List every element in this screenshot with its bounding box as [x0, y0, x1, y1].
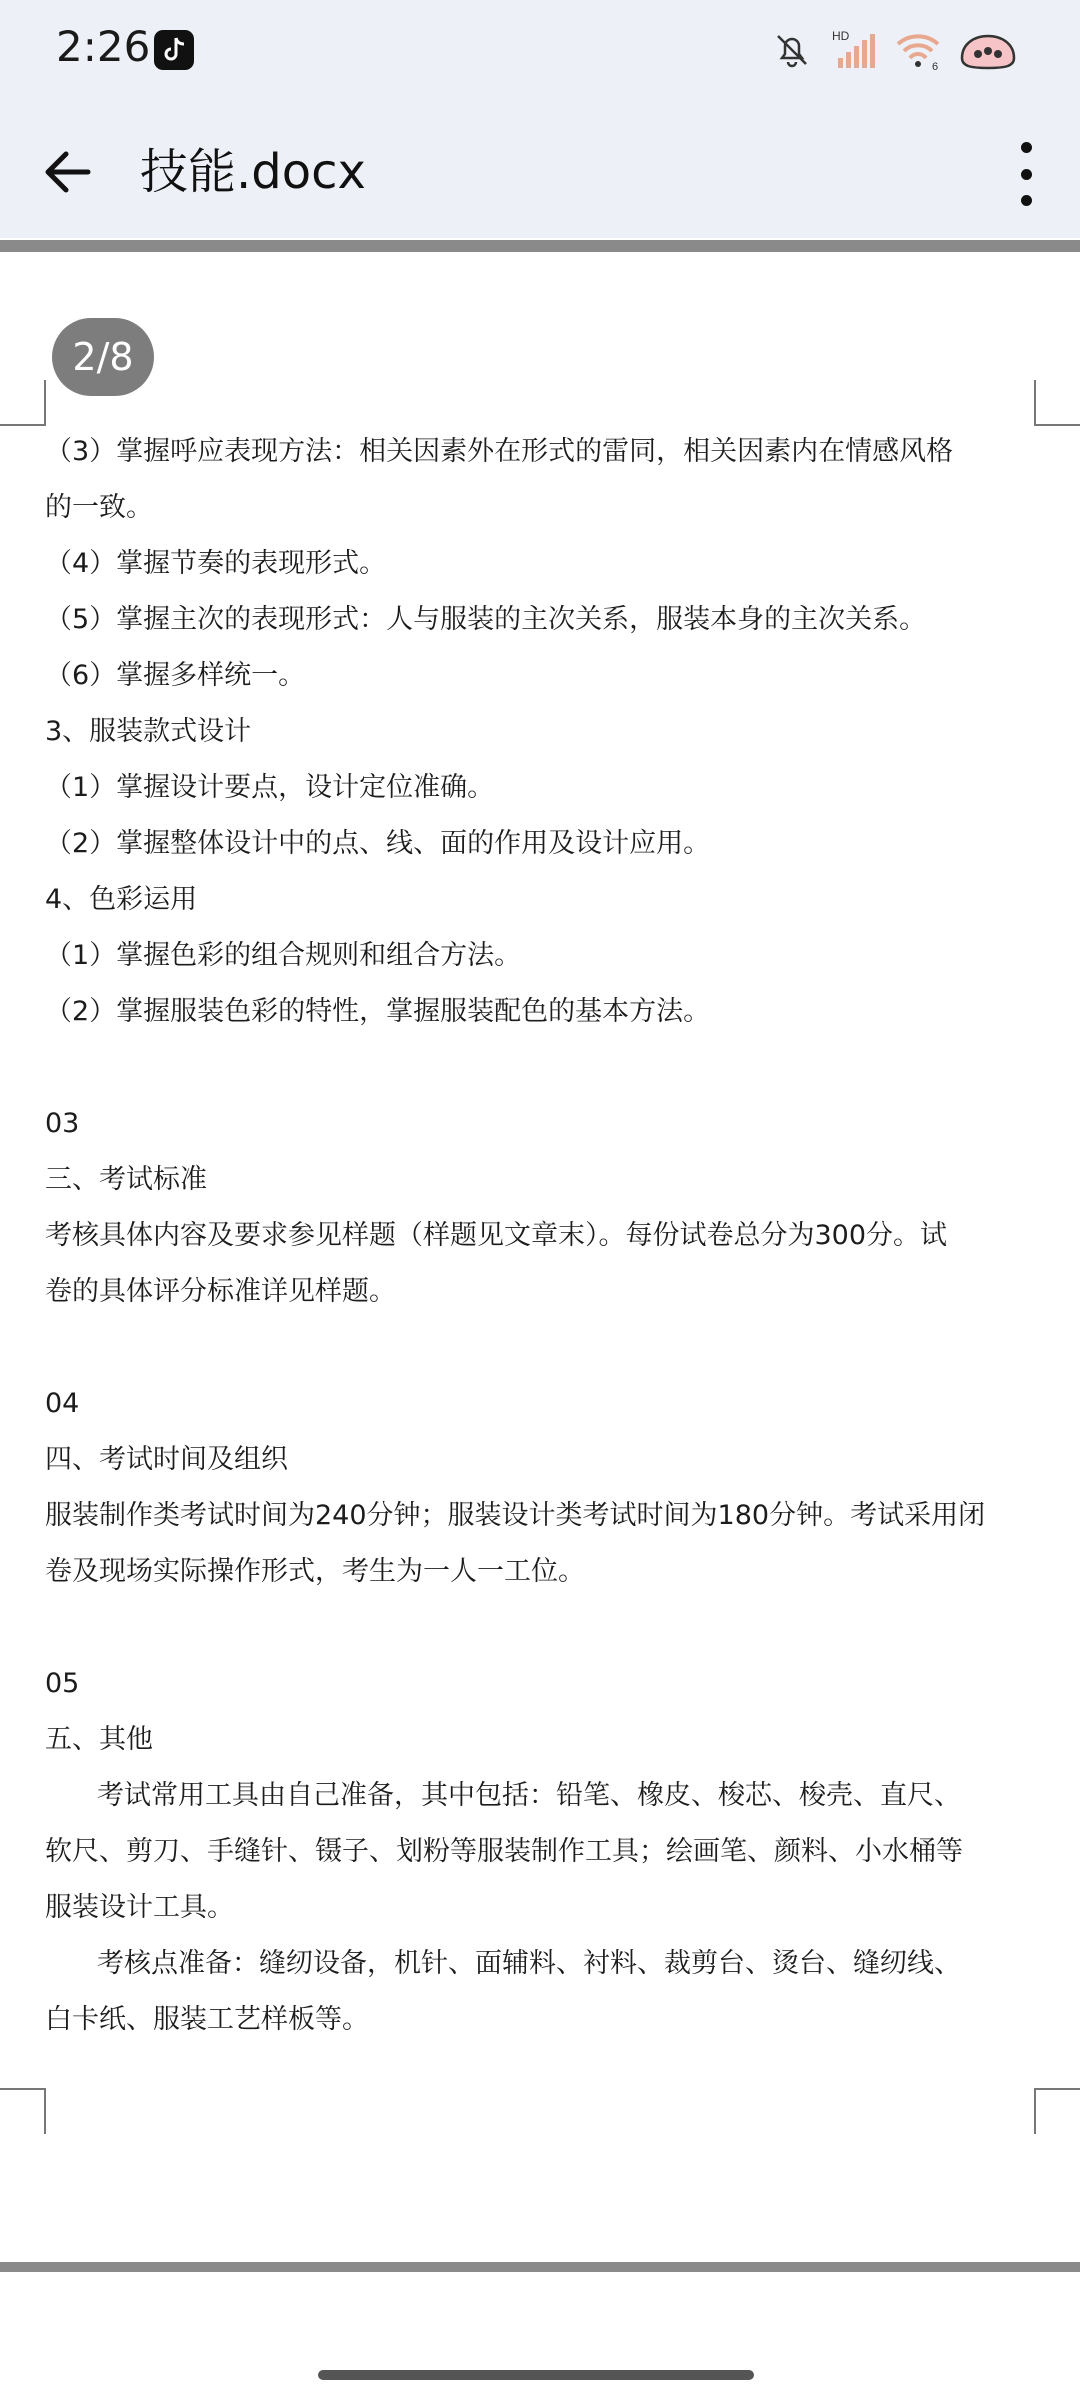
doc-line: 考核点准备：缝纫设备，机针、面辅料、衬料、裁剪台、烫台、缝纫线、	[97, 1948, 961, 1979]
doc-bottom-divider	[0, 2262, 1080, 2272]
section-number: 03	[45, 1108, 80, 1139]
doc-line: 服装设计工具。	[45, 1892, 234, 1923]
app-bar	[0, 110, 1080, 238]
doc-heading: 五、其他	[45, 1724, 153, 1755]
doc-line: 考核具体内容及要求参见样题（样题见文章末）。每份试卷总分为300分。试	[45, 1220, 948, 1251]
doc-top-divider	[0, 240, 1080, 252]
doc-line: （4）掌握节奏的表现形式。	[45, 548, 387, 579]
svg-text:6: 6	[932, 61, 939, 72]
page-corner-mark	[1034, 2088, 1080, 2134]
wifi-icon	[894, 28, 938, 72]
document-title: 技能.docx	[140, 144, 366, 200]
doc-line: （3）掌握呼应表现方法：相关因素外在形式的雷同，相关因素内在情感风格	[45, 436, 954, 467]
doc-line: （2）掌握整体设计中的点、线、面的作用及设计应用。	[45, 828, 711, 859]
doc-line: 的一致。	[45, 492, 153, 523]
page-corner-mark	[0, 2088, 46, 2134]
section-number: 04	[45, 1388, 80, 1419]
doc-spacer	[45, 1040, 1045, 1096]
cat-icon	[956, 28, 1020, 72]
status-bar	[0, 0, 1080, 110]
doc-spacer	[45, 1320, 1045, 1376]
page-corner-mark	[1034, 380, 1080, 426]
doc-line: 考试常用工具由自己准备，其中包括：铅笔、橡皮、梭芯、梭壳、直尺、	[97, 1780, 961, 1811]
doc-line: （6）掌握多样统一。	[45, 660, 306, 691]
tiktok-icon	[154, 30, 194, 70]
doc-heading: 3、服装款式设计	[45, 716, 252, 747]
gesture-bar[interactable]	[318, 2370, 754, 2380]
doc-line: 卷及现场实际操作形式，考生为一人一工位。	[45, 1556, 585, 1587]
doc-line: （2）掌握服装色彩的特性，掌握服装配色的基本方法。	[45, 996, 711, 1027]
section-number: 05	[45, 1668, 80, 1699]
doc-line: 软尺、剪刀、手缝针、镊子、划粉等服装制作工具；绘画笔、颜料、小水桶等	[45, 1836, 963, 1867]
doc-heading: 三、考试标准	[45, 1164, 207, 1195]
doc-line: 卷的具体评分标准详见样题。	[45, 1276, 396, 1307]
more-options-icon[interactable]	[996, 136, 1056, 212]
back-arrow-icon[interactable]	[36, 140, 100, 204]
doc-line: （5）掌握主次的表现形式：人与服装的主次关系，服装本身的主次关系。	[45, 604, 927, 635]
status-time: 2:26	[56, 22, 151, 71]
doc-spacer	[45, 1600, 1045, 1656]
doc-line: 服装制作类考试时间为240分钟；服装设计类考试时间为180分钟。考试采用闭	[45, 1500, 986, 1531]
mute-bell-icon	[770, 28, 814, 72]
document-content	[45, 424, 1045, 2048]
doc-line: （1）掌握色彩的组合规则和组合方法。	[45, 940, 522, 971]
doc-heading: 四、考试时间及组织	[45, 1444, 288, 1475]
page-corner-mark	[0, 380, 46, 426]
page-indicator: 2/8	[52, 318, 154, 396]
hd-signal-icon	[832, 28, 876, 72]
doc-line: 白卡纸、服装工艺样板等。	[45, 2004, 369, 2035]
doc-heading: 4、色彩运用	[45, 884, 198, 915]
svg-text:HD: HD	[832, 29, 850, 43]
doc-line: （1）掌握设计要点，设计定位准确。	[45, 772, 495, 803]
